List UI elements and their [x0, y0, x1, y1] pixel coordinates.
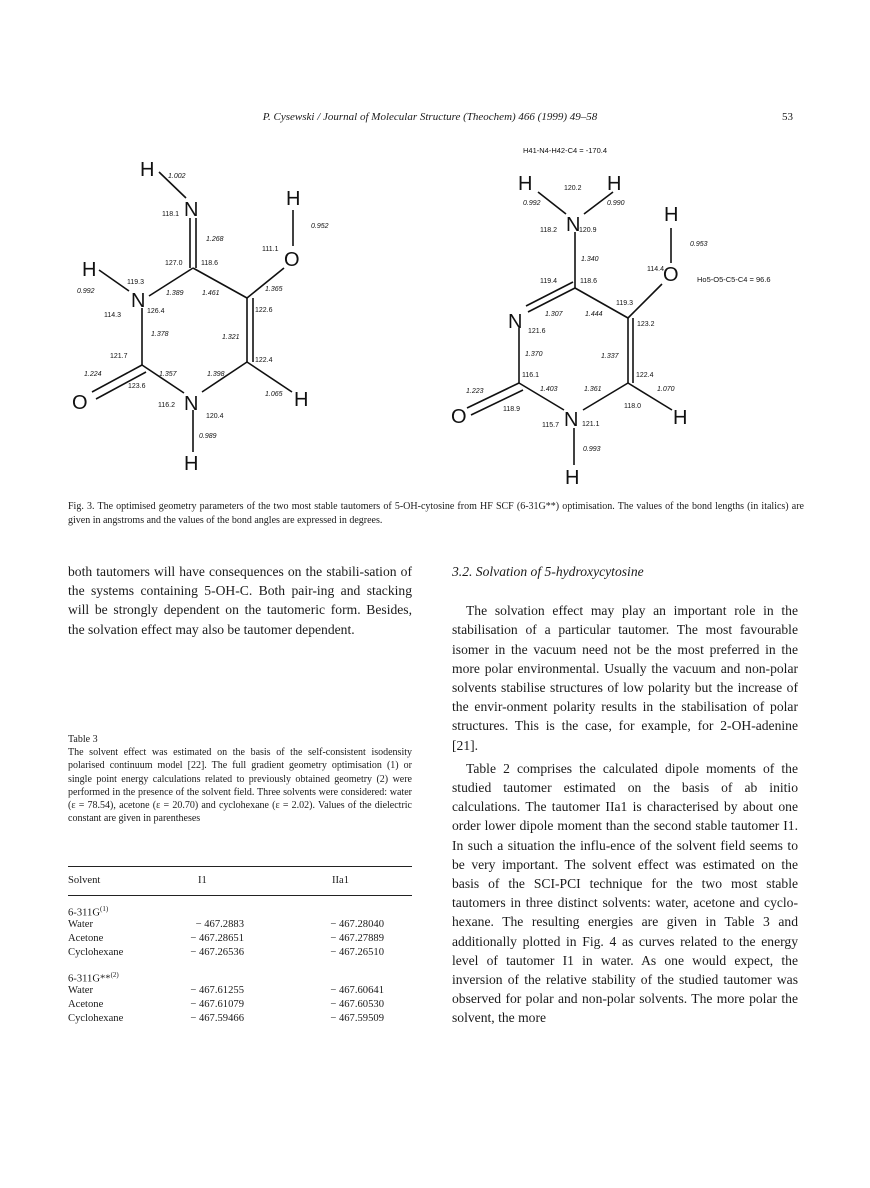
bond-length: 0.992: [523, 200, 541, 207]
table-row: [68, 933, 412, 946]
bond-length: 1.268: [206, 236, 224, 243]
left-column: [68, 562, 412, 639]
bond-angle: 116.1: [522, 372, 539, 379]
cell-iia1: − 467.59509: [330, 1013, 384, 1024]
bond-angle: 119.3: [616, 300, 633, 307]
bond-length: 1.224: [84, 371, 102, 378]
dihedral-top: H41-N4-H42-C4 = -170.4: [523, 146, 607, 155]
figure-3-molecules: [60, 130, 810, 490]
table-header-row: [68, 875, 412, 888]
table-rule-top: [68, 866, 412, 867]
bond-angle: 115.7: [542, 422, 559, 429]
bond-angle: 120.9: [579, 227, 597, 234]
bond-angle: 122.4: [255, 357, 273, 364]
cell-solvent: Cyclohexane: [68, 1013, 124, 1024]
table-group-label: [68, 971, 412, 984]
cell-iia1: − 467.27889: [330, 933, 384, 944]
bond-length: 0.992: [77, 288, 95, 295]
atom-h-hydroxyl: H: [286, 188, 301, 210]
bond-length: 1.357: [159, 371, 177, 378]
bond-length: 1.389: [166, 290, 184, 297]
atom-o-hydroxyl: O: [663, 264, 679, 286]
bond-length: 1.403: [540, 386, 558, 393]
table-group-label: [68, 905, 412, 918]
bond-length: 1.365: [265, 286, 283, 293]
atom-o-carbonyl: O: [451, 406, 467, 428]
cell-i1: − 467.2883: [195, 919, 244, 930]
right-paragraph-1: The solvation effect may play an important role in the stabilisation of a particular tautomer. The most favourable isomer in the vacuum need not be the most preferred in the more polar environmental. Usually the vacuum and non-polar solvents stabilise structures of low polarity but the increase of the envir-onment polarity results in the stabilisation of polar structures. This is the case, for example, for 2-OH-adenine [21].: [452, 603, 798, 753]
atom-h-top: H: [140, 159, 155, 181]
atom-n-bottom: N: [564, 409, 579, 431]
cell-iia1: − 467.26510: [330, 947, 384, 958]
table-3-caption: The solvent effect was estimated on the basis of the self-consistent isodensity polarised continuum model [22]. The full gradient geometry optimisation (1) or single point energy calculations related to previously obtained geometry (2) were performed in the presence of the solvent field. Three solvents were considered: water (ε = 78.54), acetone (ε = 20.70) and cyclohexane (ε = 2.02). Values of the dielectric constant are given in parentheses: [68, 747, 412, 825]
bond-length: 0.952: [311, 223, 329, 230]
bond-angle: 118.6: [580, 278, 597, 285]
section-title: 3.2. Solvation of 5-hydroxycytosine: [452, 564, 644, 579]
bond-angle: 121.6: [528, 328, 546, 335]
bond-angle: 119.3: [127, 279, 144, 286]
cell-i1: − 467.59466: [190, 1013, 244, 1024]
bond-length: 1.361: [584, 386, 602, 393]
cell-iia1: − 467.28040: [330, 919, 384, 930]
cell-i1: − 467.28651: [190, 933, 244, 944]
cell-solvent: Water: [68, 985, 94, 996]
basis-label: 6-311G**: [68, 973, 111, 985]
right-paragraph-2: Table 2 comprises the calculated dipole moments of the studied tautomer estimated on the basis of ab initio calculations. The tautomer IIa1 is characterised by about one order lower dipole moment than the second stable tautomer I1. In such a situation the influ-ence of the solvent field seems to be very important. The solvent effect was estimated on the basis of the SCI-PCI technique for the two most stable tautomers in three distinct solvents: water, acetone and cyclo-hexane. The resulting energies are given in Table 3 and additionally plotted in Fig. 4 as curves related to the energy level of tautomer I1 in water. As one would expect, the inversion of the relative stability of the studied tautomer was observed for polar and non-polar solvents. The more polar the solvent, the more: [452, 760, 798, 1026]
atom-h-hydroxyl: H: [664, 204, 679, 226]
cell-i1: − 467.61255: [190, 985, 244, 996]
table-3-caption-block: [68, 733, 412, 825]
dihedral-side: Ho5-O5-C5-C4 = 96.6: [697, 275, 771, 284]
bond-length: 1.337: [601, 353, 619, 360]
bond-length: 1.398: [207, 371, 225, 378]
cell-iia1: − 467.60530: [330, 999, 384, 1010]
figure-caption: Fig. 3. The optimised geometry parameters of the two most stable tautomers of 5-OH-cytosine from HF SCF (6-31G**) optimisation. The values of the bond lengths (in italics) are given in angstroms and the values of the bond angles are expressed in degrees.: [68, 501, 804, 526]
atom-o-carbonyl: O: [72, 392, 88, 414]
cell-i1: − 467.26536: [190, 947, 244, 958]
bond-angle: 121.7: [110, 353, 128, 360]
table-row: [68, 947, 412, 960]
bond-length: 1.002: [168, 173, 186, 180]
bond-angle: 122.4: [636, 372, 654, 379]
bond-angle: 118.1: [162, 211, 179, 218]
bond-length: 1.070: [657, 386, 675, 393]
table-3-label: Table 3: [68, 734, 98, 745]
cell-solvent: Cyclohexane: [68, 947, 124, 958]
running-header: [60, 111, 800, 127]
atom-n-ring: N: [131, 290, 146, 312]
bond-angle: 114.3: [104, 312, 121, 319]
bond-angle: 119.4: [540, 278, 557, 285]
bond-length: 1.307: [545, 311, 563, 318]
bond-length: 1.321: [222, 334, 240, 341]
bond-angle: 111.1: [262, 246, 279, 253]
bond-angle: 123.6: [128, 383, 146, 390]
atom-n-amine: N: [184, 199, 199, 221]
left-paragraph: both tautomers will have consequences on the stabili-sation of the systems containing 5-OH-C. Both pair-ing and stacking will be strongly dependent on the tautomeric form. Besides, the solvation effect may also be tautomer dependent.: [68, 564, 412, 637]
table-row: [68, 985, 412, 998]
right-column: [452, 562, 798, 1028]
cell-solvent: Acetone: [68, 933, 104, 944]
bond-angle: 120.4: [206, 413, 224, 420]
bond-angle: 118.2: [540, 227, 557, 234]
bond-angle: 118.9: [503, 406, 520, 413]
cell-solvent: Acetone: [68, 999, 104, 1010]
atom-h-bottom: H: [184, 453, 199, 475]
bond-angle: 118.0: [624, 403, 641, 410]
bond-length: 1.444: [585, 311, 603, 318]
header-iia1: IIa1: [332, 875, 350, 886]
table-row: [68, 999, 412, 1012]
header-i1: I1: [198, 875, 207, 886]
journal-citation: P. Cysewski / Journal of Molecular Structure (Theochem) 466 (1999) 49–58: [262, 111, 598, 123]
cell-i1: − 467.61079: [190, 999, 244, 1010]
atom-n-ring: N: [508, 311, 523, 333]
bond-length: 0.990: [607, 200, 625, 207]
atom-n-amine: N: [566, 214, 581, 236]
bond-length: 0.953: [690, 241, 708, 248]
bond-angle: 127.0: [165, 260, 183, 267]
bond-angle: 114.4: [647, 266, 664, 273]
table-row: [68, 1013, 412, 1026]
bond-length: 0.993: [583, 446, 601, 453]
basis-superscript: (1): [99, 905, 109, 913]
cell-solvent: Water: [68, 919, 94, 930]
bond-length: 0.989: [199, 433, 217, 440]
basis-superscript: (2): [110, 971, 119, 979]
bond-angle: 116.2: [158, 402, 175, 409]
bond-length: 1.065: [265, 391, 283, 398]
bond-angle: 126.4: [147, 308, 165, 315]
header-solvent: Solvent: [68, 875, 101, 886]
atom-n-bottom: N: [184, 393, 199, 415]
bond-angle: 121.1: [582, 421, 600, 428]
bond-angle: 122.6: [255, 307, 273, 314]
table-3: [68, 866, 412, 1066]
table-rule-header: [68, 895, 412, 896]
bond-length: 1.223: [466, 388, 484, 395]
cell-iia1: − 467.60641: [330, 985, 384, 996]
atom-h-amine-a: H: [518, 173, 533, 195]
atom-h-ring: H: [673, 407, 688, 429]
atom-h-left: H: [82, 259, 97, 281]
bond-length: 1.378: [151, 331, 169, 338]
bond-angle: 118.6: [201, 260, 218, 267]
bond-length: 1.340: [581, 256, 599, 263]
bond-angle: 120.2: [564, 185, 582, 192]
atom-h-ring: H: [294, 389, 309, 411]
atom-h-amine-b: H: [607, 173, 622, 195]
atom-h-bottom: H: [565, 467, 580, 489]
bond-angle: 123.2: [637, 321, 655, 328]
bond-length: 1.370: [525, 351, 543, 358]
atom-o-hydroxyl: O: [284, 249, 300, 271]
table-row: [68, 919, 412, 932]
basis-label: 6-311G: [68, 907, 100, 919]
page-number: 53: [782, 111, 793, 123]
bond-length: 1.461: [202, 290, 220, 297]
